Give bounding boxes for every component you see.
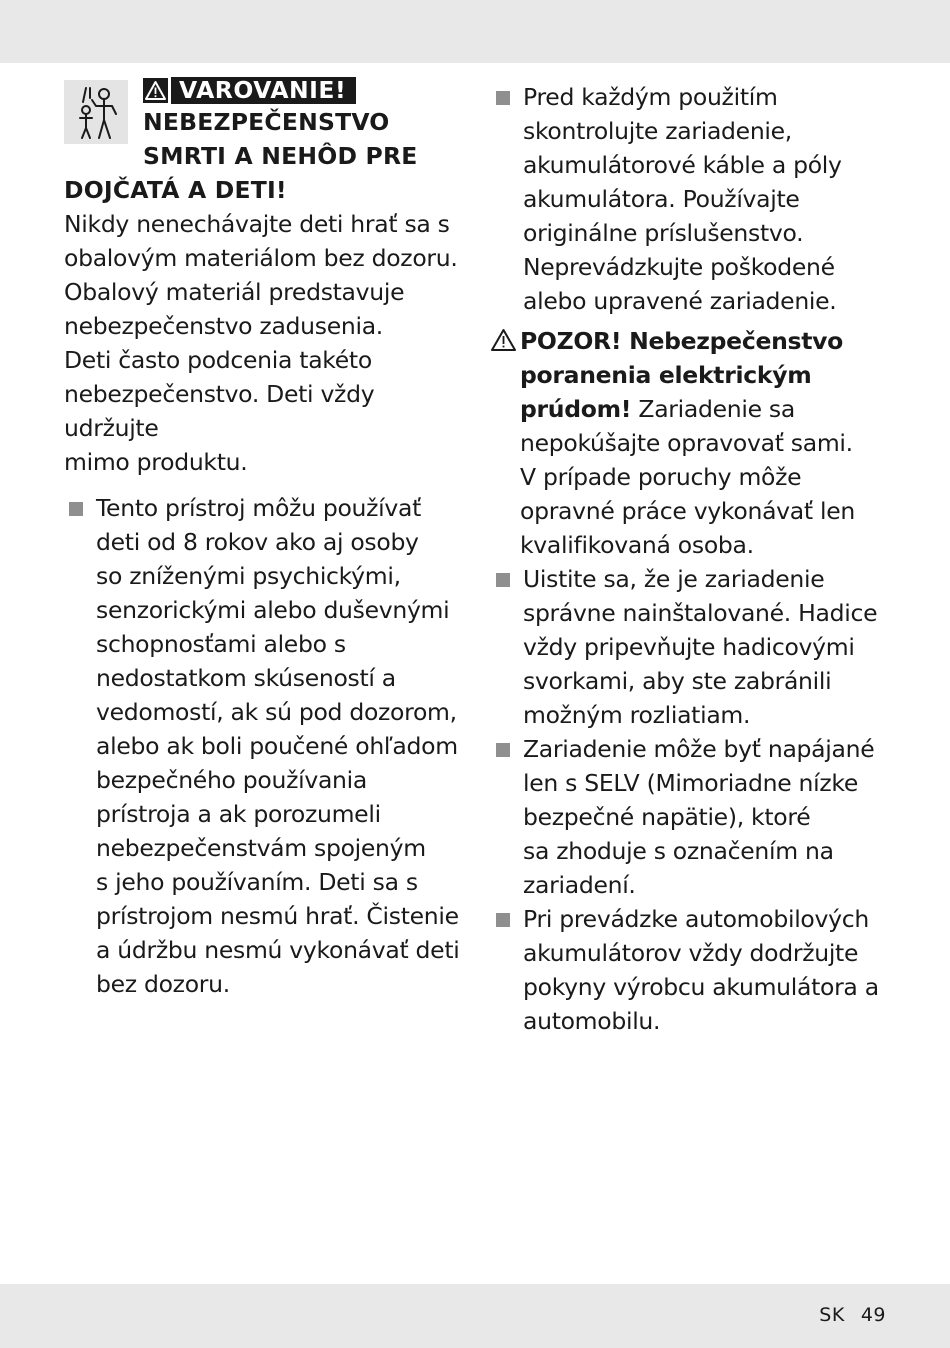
bullet-square-icon — [69, 502, 83, 516]
text-line: akumulátorové káble a póly — [523, 151, 842, 179]
text-line: prístroja a ak porozumeli — [96, 800, 381, 828]
text-line: nebezpečenstvo zadusenia. — [64, 312, 383, 340]
bullet-square-icon — [496, 573, 510, 587]
text-line: automobilu. — [523, 1007, 661, 1035]
right-column — [491, 80, 911, 1038]
text-line: bezpečného používania — [96, 766, 367, 794]
text-line: Pri prevádzke automobilových — [523, 905, 869, 933]
caution-text: Zariadenie sa — [631, 395, 795, 423]
text-line: so zníženými psychickými, — [96, 562, 401, 590]
text-line: V prípade poruchy môže — [520, 463, 802, 491]
page-footer — [819, 1304, 886, 1326]
text-line: sa zhoduje s označením na — [523, 837, 834, 865]
child-safety-icon — [64, 80, 128, 144]
text-line: Tento prístroj môžu používať — [96, 494, 422, 522]
caution-line: poranenia elektrickým — [520, 361, 812, 389]
text-line: Uistite sa, že je zariadenie — [523, 565, 825, 593]
bullet-square-icon — [496, 913, 510, 927]
warning-heading — [143, 77, 464, 173]
text-line: a údržbu nesmú vykonávať deti — [96, 936, 460, 964]
text-line: kvalifikovaná osoba. — [520, 531, 754, 559]
text-line: deti od 8 rokov ako aj osoby — [96, 528, 419, 556]
list-item — [491, 732, 911, 902]
warning-banner — [143, 77, 356, 105]
packaging-warning-paragraph — [64, 207, 464, 479]
caution-bold-text: prúdom! — [520, 395, 632, 423]
text-line: schopnosťami alebo s — [96, 630, 346, 658]
heading-line-1: NEBEZPEČENSTVO — [143, 108, 390, 136]
warning-triangle-icon — [143, 78, 168, 103]
caution-line: POZOR! Nebezpečenstvo — [520, 327, 843, 355]
list-item — [491, 562, 911, 732]
text-line: možným rozliatiam. — [523, 701, 751, 729]
list-item — [64, 491, 464, 1001]
text-line: Neprevádzkujte poškodené — [523, 253, 835, 281]
footer-band — [0, 1284, 950, 1348]
text-line: vždy pripevňujte hadicovými — [523, 633, 855, 661]
heading-line-3: DOJČATÁ A DETI! — [64, 176, 287, 204]
text-line: Deti často podcenia takéto — [64, 346, 372, 374]
text-line: senzorickými alebo duševnými — [96, 596, 450, 624]
text-line: správne nainštalované. Hadice — [523, 599, 878, 627]
text-line: obalovým materiálom bez dozoru. — [64, 244, 458, 272]
header-band — [0, 0, 950, 63]
text-line: alebo upravené zariadenie. — [523, 287, 837, 315]
text-line: opravné práce vykonávať len — [520, 497, 855, 525]
text-line: nebezpečenstvo. Deti vždy udržujte — [64, 380, 375, 442]
text-line: nepokúšajte opravovať sami. — [520, 429, 853, 457]
text-line: akumulátorov vždy dodržujte — [523, 939, 859, 967]
page-number: 49 — [860, 1304, 886, 1326]
heading-line-2: SMRTI A NEHÔD PRE — [143, 142, 418, 170]
bullet-square-icon — [496, 91, 510, 105]
left-column — [64, 76, 464, 1001]
text-line: zariadení. — [523, 871, 636, 899]
text-line: prístrojom nesmú hrať. Čistenie — [96, 902, 459, 930]
warning-triangle-icon — [490, 328, 517, 352]
warning-label: VAROVANIE! — [171, 77, 356, 104]
text-line: pokyny výrobcu akumulátora a — [523, 973, 879, 1001]
text-line: bez dozoru. — [96, 970, 230, 998]
text-line: bezpečné napätie), ktoré — [523, 803, 811, 831]
text-line: s jeho používaním. Deti sa s — [96, 868, 418, 896]
text-line: skontrolujte zariadenie, — [523, 117, 792, 145]
text-line: Nikdy nenechávajte deti hrať sa s — [64, 210, 450, 238]
text-line: originálne príslušenstvo. — [523, 219, 804, 247]
text-line: alebo ak boli poučené ohľadom — [96, 732, 458, 760]
bullet-square-icon — [496, 743, 510, 757]
text-line: akumulátora. Používajte — [523, 185, 800, 213]
text-line: Pred každým použitím — [523, 83, 778, 111]
text-line: Zariadenie môže byť napájané — [523, 735, 875, 763]
text-line: nedostatkom skúseností a — [96, 664, 396, 692]
text-line: svorkami, aby ste zabránili — [523, 667, 832, 695]
list-item — [491, 902, 911, 1038]
text-line: mimo produktu. — [64, 448, 248, 476]
text-line: Obalový materiál predstavuje — [64, 278, 405, 306]
list-item — [491, 80, 911, 318]
language-code: SK — [819, 1304, 845, 1326]
caution-line — [520, 392, 911, 426]
text-line: nebezpečenstvám spojeným — [96, 834, 426, 862]
text-line: vedomostí, ak sú pod dozorom, — [96, 698, 457, 726]
caution-block — [491, 324, 911, 562]
text-line: len s SELV (Mimoriadne nízke — [523, 769, 859, 797]
